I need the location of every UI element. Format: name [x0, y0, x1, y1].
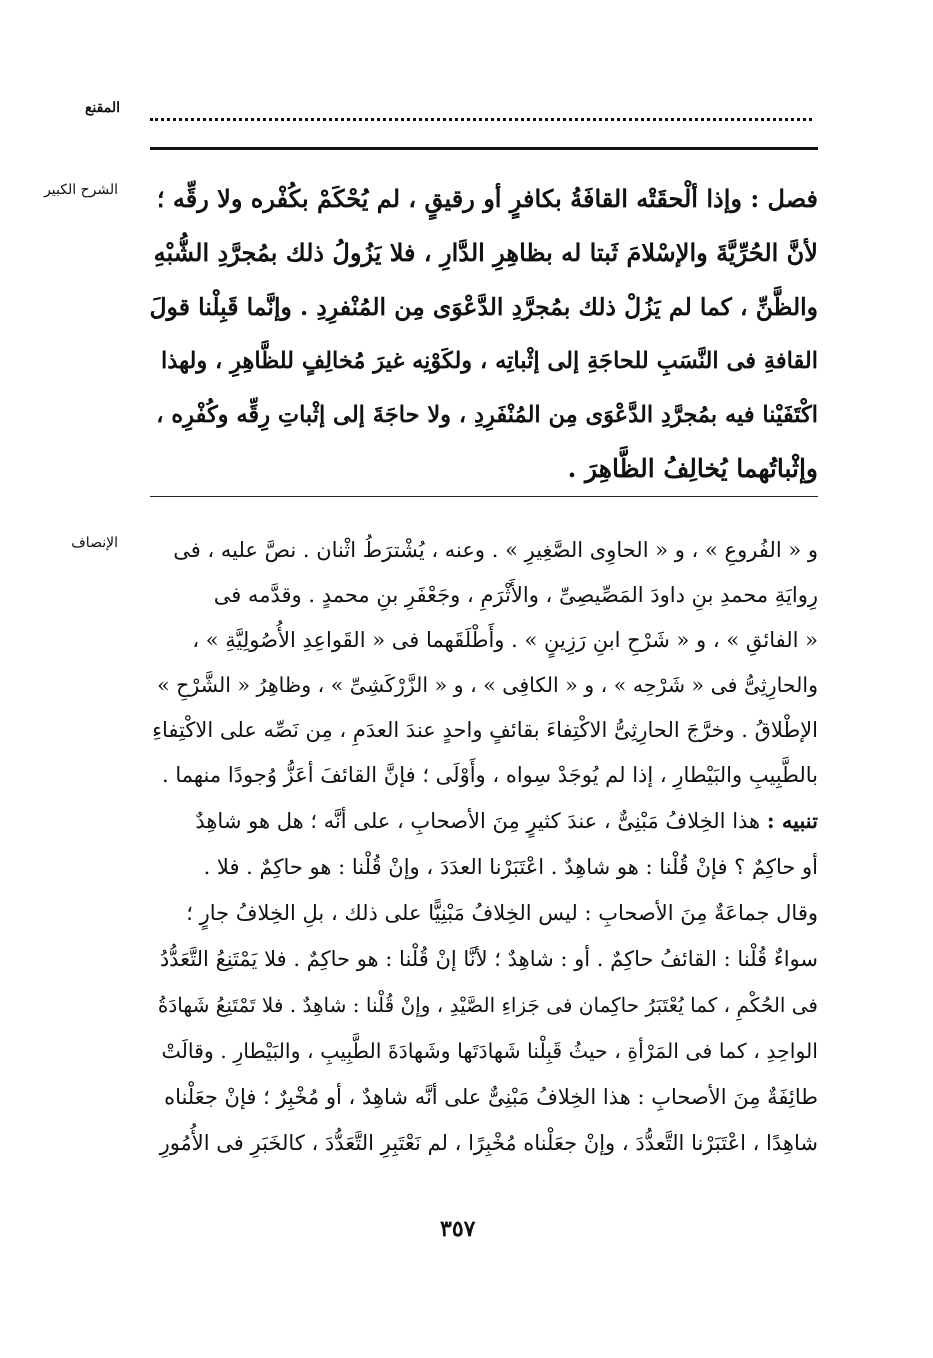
tanbih-text-block [148, 798, 818, 1166]
text-line: تنبيه : هذا الخِلافُ مَبْنِىٌّ ، عندَ كثيرٍ مِنَ الأصحابِ ، على أنَّه ؛ هل هو شاهِدٌ [195, 808, 818, 833]
text-line: سواءٌ قُلْنا : القائفُ حاكِمٌ . أو : شاهِدٌ ؛ لأنَّا إنْ قُلْنا : هو حاكِمٌ . فلا يَمْتَنِعُ التَّعَدُّدُ [159, 947, 818, 971]
text-line: شاهِدًا ، اعْتَبَرْنا التَّعدُّدَ ، وإنْ جعَلْناه مُخْبِرًا ، لم نَعْتَبِرِ التَّعَدُّدَ ، كالخَبَرِ فى الأُمُورِ [159, 1131, 818, 1155]
text-line: وقال جماعَةٌ مِنَ الأصحابِ : ليس الخِلافُ مَبْنِيًّا على ذلك ، بلِ الخِلافُ جارٍ ؛ [186, 901, 818, 925]
dotted-leader [150, 118, 812, 121]
text-line: فى الحُكْمِ ، كما يُعْتَبَرُ حاكِمان فى جَزاءِ الصَّيْدِ ، وإنْ قُلْنا : شاهِدٌ . فلا تَمْتَنِعُ شَهادَةُ [157, 993, 818, 1017]
text-line: القافةِ فى النَّسَبِ للحاجَةِ إلى إثْباتِه ، ولكَوْنِه غيرَ مُخالِفٍ للظَّاهِرِ ، ولهذا [161, 348, 818, 374]
section-divider [150, 496, 818, 497]
text-line: الواحِدِ ، كما فى المَرْأةِ ، حيثُ قَبِلْنا شَهادَتَها وشَهادَةَ الطَّبِيبِ ، والبَيْطارِ . وقالَتْ [161, 1039, 818, 1063]
text-line: فصل : وإذا ألْحقَتْه القافَةُ بكافرٍ أو رقيقٍ ، لم يُحْكَمْ بكُفْره ولا رقِّه ؛ [156, 184, 818, 213]
text-line: اكْتَفَيْنا فيه بمُجرَّدِ الدَّعْوَى مِن المُنْفَرِدِ ، ولا حاجَةَ إلى إثْباتِ رِقِّه وكُفْرِه ، [156, 402, 818, 428]
text-line: طائِفَةٌ مِنَ الأصحابِ : هذا الخِلافُ مَبْنِىٌّ على أنَّه شاهِدٌ ، أو مُخْبِرٌ ؛ فإنْ جعَلْناه [164, 1085, 818, 1109]
top-rule [150, 147, 818, 150]
text-line: « الفائقِ » ، و « شَرْحِ ابنِ رَزِينٍ » . وأَطْلَقَهما فى « القَواعِدِ الأُصُولِيَّةِ » ، [192, 628, 818, 652]
page-number: ٣٥٧ [440, 1216, 476, 1242]
text-line: الإطْلاقُ . وخرَّجَ الحارِثِىُّ الاكْتِفاءَ بقائفٍ واحدٍ عندَ العدَمِ ، مِن نَصِّه على الاكْتِفاءِ [152, 718, 818, 742]
section-lead: فصل : [750, 184, 818, 213]
text-line: والظَّنِّ ، كما لم يَزُلْ ذلك بمُجرَّدِ الدَّعْوَى مِن المُنْفرِدِ . وإنَّما قَبِلْنا قولَ [149, 293, 818, 321]
text-line: بالطَّبِيبِ والبَيْطارِ ، إذا لم يُوجَدْ سِواه ، وأَوْلَى ؛ فإنَّ القائفَ أعَزُّ وُجودًا منهما . [161, 763, 818, 787]
side-label-insaf: الإنصاف [71, 535, 118, 551]
running-title: المقنع [84, 100, 120, 116]
text-line: لأنَّ الحُرِّيَّةَ والإسْلامَ ثَبتا له بظاهِرِ الدَّارِ ، فلا يَزُولُ ذلك بمُجرَّدِ الشُّبْهِ [153, 238, 818, 267]
text-line: وإثْباتُهما يُخالِفُ الظَّاهِرَ . [567, 454, 818, 483]
main-text-block [148, 172, 818, 496]
text-line: والحارِثِىُّ فى « شَرْحِه » ، و « الكافِى » ، و « الزَّرْكَشِىِّ » ، وظاهِرُ « الشَّرْحِ » [157, 673, 818, 697]
text-line: و « الفُروعِ » ، و « الحاوِى الصَّغِيرِ » . وعنه ، يُشْترَطُ اثْنان . نصَّ عليه ، فى [173, 538, 818, 562]
side-label-sharh: الشرح الكبير [44, 182, 118, 198]
text-line: رِوايَةِ محمدِ بنِ داودَ المَصِّيصِىِّ ، والأَثْرَمِ ، وجَعْفَرِ بنِ محمدٍ . وقدَّمه فى [213, 583, 818, 607]
insaf-text-block [148, 528, 818, 798]
tanbih-lead: تنبيه : [766, 808, 818, 833]
text-line: أو حاكِمٌ ؟ فإنْ قُلْنا : هو شاهِدٌ . اعْتَبَرْنا العدَدَ ، وإنْ قُلْنا : هو حاكِمٌ . فلا . [203, 855, 818, 879]
